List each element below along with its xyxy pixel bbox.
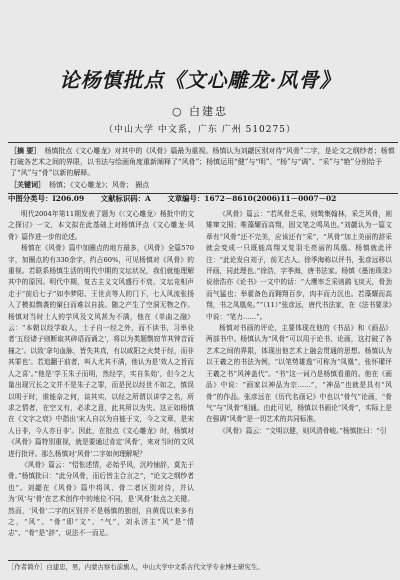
author-line: ○ 白建忠	[171, 105, 229, 118]
body-paragraph: 《风骨》篇云：“文明以健，则风清骨峻。”杨慎批曰：“引	[219, 426, 387, 435]
affiliation-line: （中山大学 中文系，广东 广州 510275）	[104, 125, 296, 135]
footnote-divider	[8, 560, 128, 561]
article-title: 论杨慎批点《文心雕龙·风骨》	[59, 68, 341, 92]
abstract-text: 杨慎批点《文心雕龙》对其中的《风骨》篇最为重视。杨慎认为刘勰区别对待“风骨”二字，是论文之纲纱者；杨慎打破各艺术之间的界限，以书法与绘画角度重新阐释了“风骨”；杨慎运用“健”与“明”、“杨”与“调”、“采”与“艳”分别给予了“风”与“骨”以新的解释。	[10, 147, 395, 177]
body-paragraph: 明代2004年第11期发表了题为《〈文心雕龙〉杨批中的文之探讨》一文，本文拟在此基础上对杨慎评点《文心雕龙·风骨》篇作进一步的论述。	[8, 210, 194, 241]
body-right-column	[206, 209, 392, 563]
clc-number: 中图分类号：I206.09	[8, 194, 85, 203]
body-paragraph: 杨慎在《风骨》篇中加圈点的地方最多，《风骨》全篇570字，加圈点的有330余字，约占60%，可见杨慎对《风骨》的重视。若联系杨慎生活的明代中期的文坛状况，我们就能理解其中的原因。明代中期，复古主义文风盛行不衰，文坛竞相声走于“前后七子”如李梦阳、王世贞等人的门下，七人风流张扬入了模拟剽袭的窠臼而难以自拔。随之产生了空洞无物之作。杨慎对当时士人的学风及文风甚为不满，他在《单曲之融》云：“本朝以经学取人，士子自一经之外，而不读书，习举业者‘五经诸子则断取其碎语而诵之’，将以为类题剽窃节其钟音而撞之’。以致‘拿句血脉，皆失其真，有以咸阳之火焚于经，而非其罪也’。若追翻于前者，叫人尤其不满，他认为是‘效人之旨而人之喜’。”他是‘学玉朱子而明，然经学，实自朱始’，但今之大量出现冗长之文并不是朱子之罪，而是民以经世不如之，慎误以明于时，谁能奈之何，谈其实，以经之所谓以讲学之名，所求之情者，在空又有，必求之意，此其所以为失。这正如杨慎在《文字之衰》中指出‘宋人自以为自能于文，今之文章，是宋人日非，今人亦日非’。因此，在批点《文心雕龙》时，杨慎对《风骨》篇特别重视，就是要通过肯定‘风骨’，来对当时的文风进行批评。那么杨慎对‘风骨’二字如何理解呢？	[8, 244, 194, 458]
document-code: 文献标识码：A	[100, 194, 151, 203]
body-paragraph: 《风骨》篇云：“怊怅述情，必始乎风，沉吟铺辞，莫先于骨。”杨慎批曰：“此分风骨，而后皆主合言之”，“论文之纲纱者也”。刘勰在《风骨》篇中将风、骨二者区别对待，并认为‘风’与‘骨’在艺术创作中的地位不同，是‘风骨’批点之关键。然而，‘风骨’二字的区别并不是杨慎的独创，自黄侃以来多有之，“风”、“骨”即“文”、“气”，刘永济主“风”是“情志”、“骨”是“辞”，说法不一而足。	[8, 460, 194, 538]
keywords-row	[10, 179, 396, 191]
keywords-label: ［关键词］	[10, 180, 45, 189]
article-number: 文章编号：1672－8610(2006)11－0007－02	[167, 194, 337, 203]
body-left-column	[8, 209, 194, 559]
abstract-label: ［摘 要］	[10, 146, 41, 155]
author-footnote: ［作者简介］白建忠，男，内蒙古察右前旗人，中山大学中文系古代文学专业博士研究生。	[8, 563, 264, 571]
body-paragraph: 《风骨》篇云：“若风骨乏采，则鸷集翰林，采乏风骨，则雉窜文囿；唯藻耀而高翔，固文笔之鸣凤也。”刘勰认为一篇文章有“风骨”还不完美，应该还有“采”，“风骨”加上美丽的辞采就会变成一只既能高翔又复羽毛亮丽的凤凰。杨慎就此评注：“此论发自刘子，前无古人。徐季海称以评书，张彦远移以评画，同此理也。”徐浩，字季海，唐书法家。杨慎《墨池琐录》说徐浩亦《论书》一文中的话：“大鹰率乏采则鹞飞戾天，骨劲而气猛也；举翟备色而翱翔百步，肉丰而力沉也。若藻耀而高翔，书之凤凰矣。”“（11）”张彦远，唐代书法家，在《法书要录》中说：“笔力……”。	[206, 210, 392, 321]
classification-row	[8, 193, 394, 204]
abstract-block	[8, 142, 398, 194]
keywords-text: 杨慎；《文心雕龙》；风骨； 圈点	[49, 181, 150, 189]
body-paragraph: 杨慎对书画的评论，主要体现在他的《书品》和《画品》两部书中。杨慎认为“风骨”可以用于论书、论画，这打破了各艺术之间的界限，体现出他艺术上融会贯通的思想。杨慎认为以王羲之的书法为例，“以笔势雄逸”可称为“凤凰”，张怀瓘评王羲之书“风神盖代”。“书”这一词乃是杨慎看重的。他在《画品》中说：“画家以神品为宗……”，“神品”也就是具有“风骨”的作品。张彦远在《历代名画记》中也以“骨气”论画，“骨气”与“风骨”相通。由此可见，杨慎以书画论“风骨”，实际上是在强调“风骨”是一切艺术的共同标准。	[206, 324, 392, 424]
